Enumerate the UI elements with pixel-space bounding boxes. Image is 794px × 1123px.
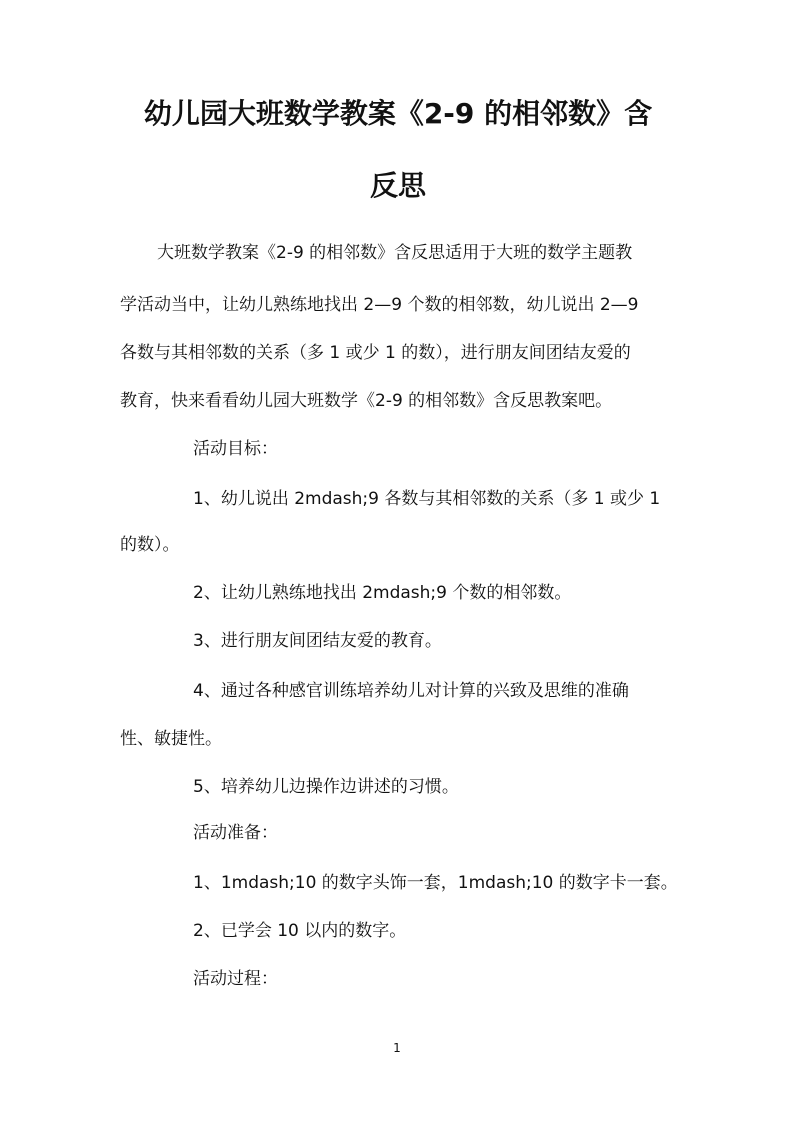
prep-item-2: 2、已学会 10 以内的数字。 xyxy=(193,921,407,941)
goal-2: 2、让幼儿熟练地找出 2mdash;9 个数的相邻数。 xyxy=(193,583,572,603)
intro-line-4: 教育，快来看看幼儿园大班数学《2-9 的相邻数》含反思教案吧。 xyxy=(120,391,613,411)
goal-5: 5、培养幼儿边操作边讲述的习惯。 xyxy=(193,777,459,797)
intro-line-1: 大班数学教案《2-9 的相邻数》含反思适用于大班的数学主题教 xyxy=(157,243,633,263)
goals-heading: 活动目标： xyxy=(193,439,278,459)
goal-3: 3、进行朋友间团结友爱的教育。 xyxy=(193,631,442,651)
document-title-line-2: 反思 xyxy=(369,169,426,202)
goal-4-line-2: 性、敏捷性。 xyxy=(120,729,222,749)
goal-4-line-1: 4、通过各种感官训练培养幼儿对计算的兴致及思维的准确 xyxy=(193,681,629,701)
prep-item-1: 1、1mdash;10 的数字头饰一套，1mdash;10 的数字卡一套。 xyxy=(193,873,678,893)
prep-heading: 活动准备： xyxy=(193,823,278,843)
page-number: 1 xyxy=(393,1041,401,1055)
goal-1-line-2: 的数）。 xyxy=(120,535,180,555)
goal-1-line-1: 1、幼儿说出 2mdash;9 各数与其相邻数的关系（多 1 或少 1 xyxy=(193,489,661,509)
intro-line-3: 各数与其相邻数的关系（多 1 或少 1 的数），进行朋友间团结友爱的 xyxy=(120,343,631,363)
document-title-line-1: 幼儿园大班数学教案《2-9 的相邻数》含 xyxy=(143,97,653,130)
intro-line-2: 学活动当中，让幼儿熟练地找出 2—9 个数的相邻数，幼儿说出 2—9 xyxy=(120,295,639,315)
process-heading: 活动过程： xyxy=(193,969,278,989)
